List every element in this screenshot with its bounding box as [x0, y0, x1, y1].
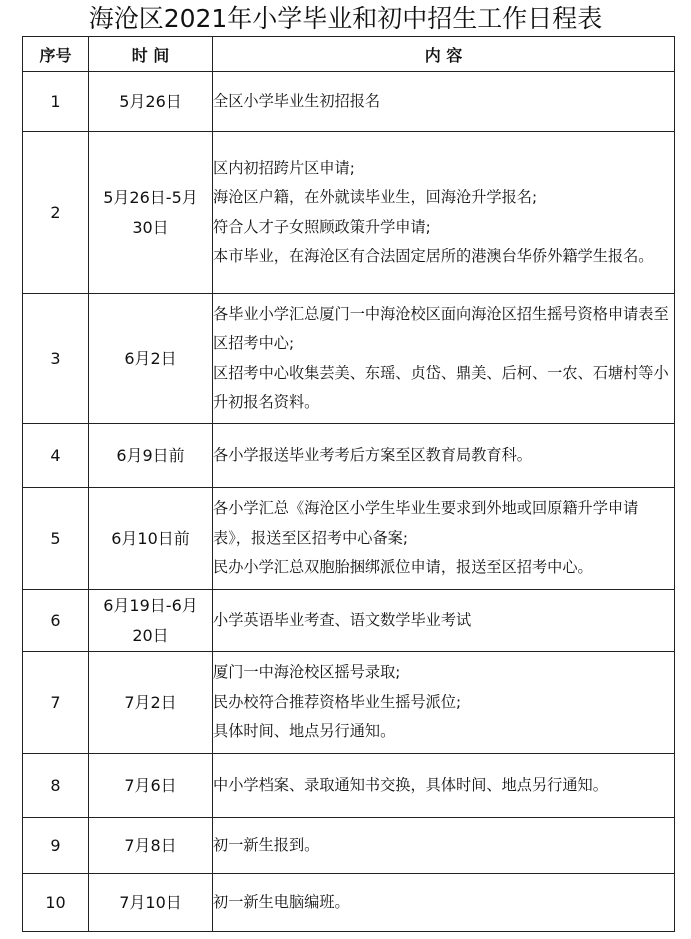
- row-number: 4: [23, 424, 89, 488]
- table-row: [23, 294, 675, 424]
- row-content: [213, 874, 675, 932]
- content-line: 区内初招跨片区申请;: [213, 158, 355, 177]
- content-line: 初一新生电脑编班。: [213, 892, 350, 911]
- row-number: 1: [23, 72, 89, 132]
- content-line: 初一新生报到。: [213, 835, 320, 854]
- table-row: [23, 424, 675, 488]
- content-line: 民办校符合推荐资格毕业生摇号派位;: [213, 692, 462, 711]
- content-line: 各毕业小学汇总厦门一中海沧校区面向海沧区招生摇号资格申请表至区招考中心;: [213, 304, 669, 352]
- page-title: 海沧区2021年小学毕业和初中招生工作日程表: [88, 4, 603, 33]
- table-row: [23, 652, 675, 754]
- content-line: 符合人才子女照顾政策升学申请;: [213, 217, 431, 236]
- content-line: 各小学报送毕业考考后方案至区教育局教育科。: [213, 445, 532, 464]
- row-content: [213, 818, 675, 874]
- row-time: 6月9日前: [89, 424, 213, 488]
- header-no: 序号: [23, 37, 89, 72]
- content-line: 厦门一中海沧校区摇号录取;: [213, 663, 401, 682]
- row-number: 8: [23, 754, 89, 818]
- row-content: [213, 132, 675, 294]
- row-number: 5: [23, 488, 89, 590]
- row-time: 6月19日-6月20日: [89, 590, 213, 652]
- content-line: 全区小学毕业生初招报名: [213, 91, 381, 110]
- content-line: 海沧区户籍，在外就读毕业生，回海沧升学报名;: [213, 188, 538, 206]
- schedule-table: [22, 36, 675, 932]
- table-row: [23, 818, 675, 874]
- row-number: 2: [23, 132, 89, 294]
- content-line: 具体时间、地点另行通知。: [213, 722, 396, 741]
- row-content: [213, 754, 675, 818]
- row-content: [213, 294, 675, 424]
- row-time: 7月8日: [89, 818, 213, 874]
- header-content: 内 容: [213, 37, 675, 72]
- content-line: 区招考中心收集芸美、东瑶、贞岱、鼎美、后柯、一农、石塘村等小升初报名资料。: [213, 363, 669, 411]
- row-time: 5月26日: [89, 72, 213, 132]
- content-line: 民办小学汇总双胞胎捆绑派位申请，报送至区招考中心。: [213, 558, 593, 577]
- row-time: 7月2日: [89, 652, 213, 754]
- table-header-row: [23, 37, 675, 72]
- row-number: 6: [23, 590, 89, 652]
- table-row: [23, 874, 675, 932]
- row-time: 6月2日: [89, 294, 213, 424]
- row-time: 6月10日前: [89, 488, 213, 590]
- table-row: [23, 754, 675, 818]
- row-number: 7: [23, 652, 89, 754]
- row-content: [213, 424, 675, 488]
- row-content: [213, 488, 675, 590]
- row-time: 5月26日-5月30日: [89, 132, 213, 294]
- row-number: 10: [23, 874, 89, 932]
- header-time: 时 间: [89, 37, 213, 72]
- row-content: [213, 652, 675, 754]
- table-row: [23, 590, 675, 652]
- content-line: 小学英语毕业考查、语文数学毕业考试: [213, 610, 472, 629]
- table-row: [23, 132, 675, 294]
- row-number: 9: [23, 818, 89, 874]
- row-content: [213, 590, 675, 652]
- content-line: 各小学汇总《海沧区小学生毕业生要求到外地或回原籍升学申请表》，报送至区招考中心备案;: [213, 499, 639, 547]
- table-row: [23, 488, 675, 590]
- content-line: 本市毕业，在海沧区有合法固定居所的港澳台华侨外籍学生报名。: [213, 247, 654, 265]
- row-time: 7月10日: [89, 874, 213, 932]
- row-time: 7月6日: [89, 754, 213, 818]
- content-line: 中小学档案、录取通知书交换，具体时间、地点另行通知。: [213, 775, 608, 794]
- row-content: [213, 72, 675, 132]
- row-number: 3: [23, 294, 89, 424]
- table-row: [23, 72, 675, 132]
